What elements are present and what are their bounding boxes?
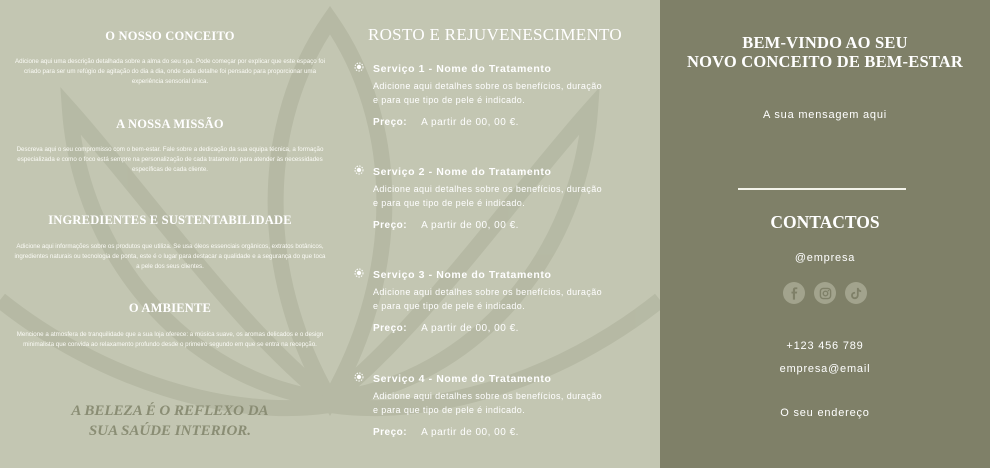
service-description-line: e para que tipo de pele é indicado.	[373, 405, 526, 415]
service-description-line: Adicione aqui detalhes sobre os benefícios, duração	[373, 184, 603, 194]
service-name: Serviço 1 - Nome do Tratamento	[373, 63, 552, 75]
services-title: ROSTO E REJUVENESCIMENTO	[367, 25, 623, 44]
welcome-message: A sua mensagem aqui	[762, 109, 888, 121]
price-label: Preço:	[373, 427, 408, 438]
service-description-line: Adicione aqui detalhes sobre os benefícios, duração	[373, 81, 603, 91]
quote-line-2: SUA SAÚDE INTERIOR.	[88, 423, 252, 439]
price-value: A partir de 00, 00 €.	[421, 117, 519, 128]
service-price	[373, 323, 519, 334]
flower-bullet-icon	[354, 165, 364, 175]
price-value: A partir de 00, 00 €.	[421, 427, 519, 438]
concept-column	[0, 0, 340, 468]
ambience-text: Mencione a atmosfera de tranquilidade que a sua loja oferece: a música suave, os aromas delicados e o design minimalista que convida ao relaxamento profundo desde o primeiro segundo em que se entra na recepção.	[16, 331, 324, 348]
price-label: Preço:	[373, 323, 408, 334]
cover-panel	[660, 0, 990, 468]
services-column	[340, 0, 660, 468]
service-name: Serviço 2 - Nome do Tratamento	[373, 166, 552, 178]
mission-text: Descreva aqui o seu compromisso com o bem-estar. Fale sobre a dedicação da sua equipa técnica, a formação especializada e como o foco está sempre na personalização de cada tratamento para atender às necessidades específicas de cada cliente.	[16, 146, 324, 173]
service-name: Serviço 3 - Nome do Tratamento	[373, 269, 552, 281]
service-description	[373, 79, 643, 107]
ingredients-text: Adicione aqui informações sobre os produtos que utiliza. Se usa óleos essenciais orgânicos, extratos botânicos, ingredientes naturais ou tecnologia de ponta, este é o lugar para destacar a qualidade e a segurança do que toca a pele dos seus clientes.	[14, 243, 326, 270]
concept-text: Adicione aqui uma descrição detalhada sobre a alma do seu spa. Pode começar por explicar que este espaço foi criado para ser um refúgio de agitação do dia a dia, onde cada detalhe foi pensado para proporcionar uma experiência sensorial única.	[15, 58, 325, 85]
price-label: Preço:	[373, 220, 408, 231]
social-handle: @empresa	[794, 252, 856, 264]
welcome-title	[660, 33, 990, 71]
mission-title: A NOSSA MISSÃO	[116, 117, 224, 131]
service-description-line: Adicione aqui detalhes sobre os benefícios, duração	[373, 287, 603, 297]
ingredients-title: INGREDIENTES E SUSTENTABILIDADE	[48, 213, 292, 227]
divider	[738, 188, 906, 190]
service-price	[373, 220, 519, 231]
service-description	[373, 285, 643, 313]
service-name: Serviço 4 - Nome do Tratamento	[373, 373, 552, 385]
welcome-title-line-1: BEM-VINDO AO SEU	[742, 33, 908, 52]
price-label: Preço:	[373, 117, 408, 128]
price-value: A partir de 00, 00 €.	[421, 220, 519, 231]
flower-bullet-icon	[354, 62, 364, 72]
instagram-icon[interactable]	[814, 282, 836, 304]
service-price	[373, 427, 519, 438]
social-icons	[660, 282, 990, 304]
tiktok-icon[interactable]	[845, 282, 867, 304]
service-description	[373, 182, 643, 210]
concept-title: O NOSSO CONCEITO	[105, 29, 235, 43]
service-description-line: e para que tipo de pele é indicado.	[373, 95, 526, 105]
contacts-title: CONTACTOS	[770, 212, 880, 232]
flower-bullet-icon	[354, 268, 364, 278]
welcome-title-line-2: NOVO CONCEITO DE BEM-ESTAR	[686, 52, 964, 71]
service-description	[373, 389, 643, 417]
email-address: empresa@email	[779, 363, 871, 375]
flower-bullet-icon	[354, 372, 364, 382]
address: O seu endereço	[780, 407, 870, 419]
service-description-line: e para que tipo de pele é indicado.	[373, 301, 526, 311]
service-description-line: e para que tipo de pele é indicado.	[373, 198, 526, 208]
phone-number: +123 456 789	[786, 340, 864, 352]
service-price	[373, 117, 519, 128]
quote-line-1: A BELEZA É O REFLEXO DA	[71, 403, 269, 419]
quote	[0, 401, 340, 441]
ambience-title: O AMBIENTE	[128, 301, 212, 315]
service-description-line: Adicione aqui detalhes sobre os benefícios, duração	[373, 391, 603, 401]
price-value: A partir de 00, 00 €.	[421, 323, 519, 334]
facebook-icon[interactable]	[783, 282, 805, 304]
